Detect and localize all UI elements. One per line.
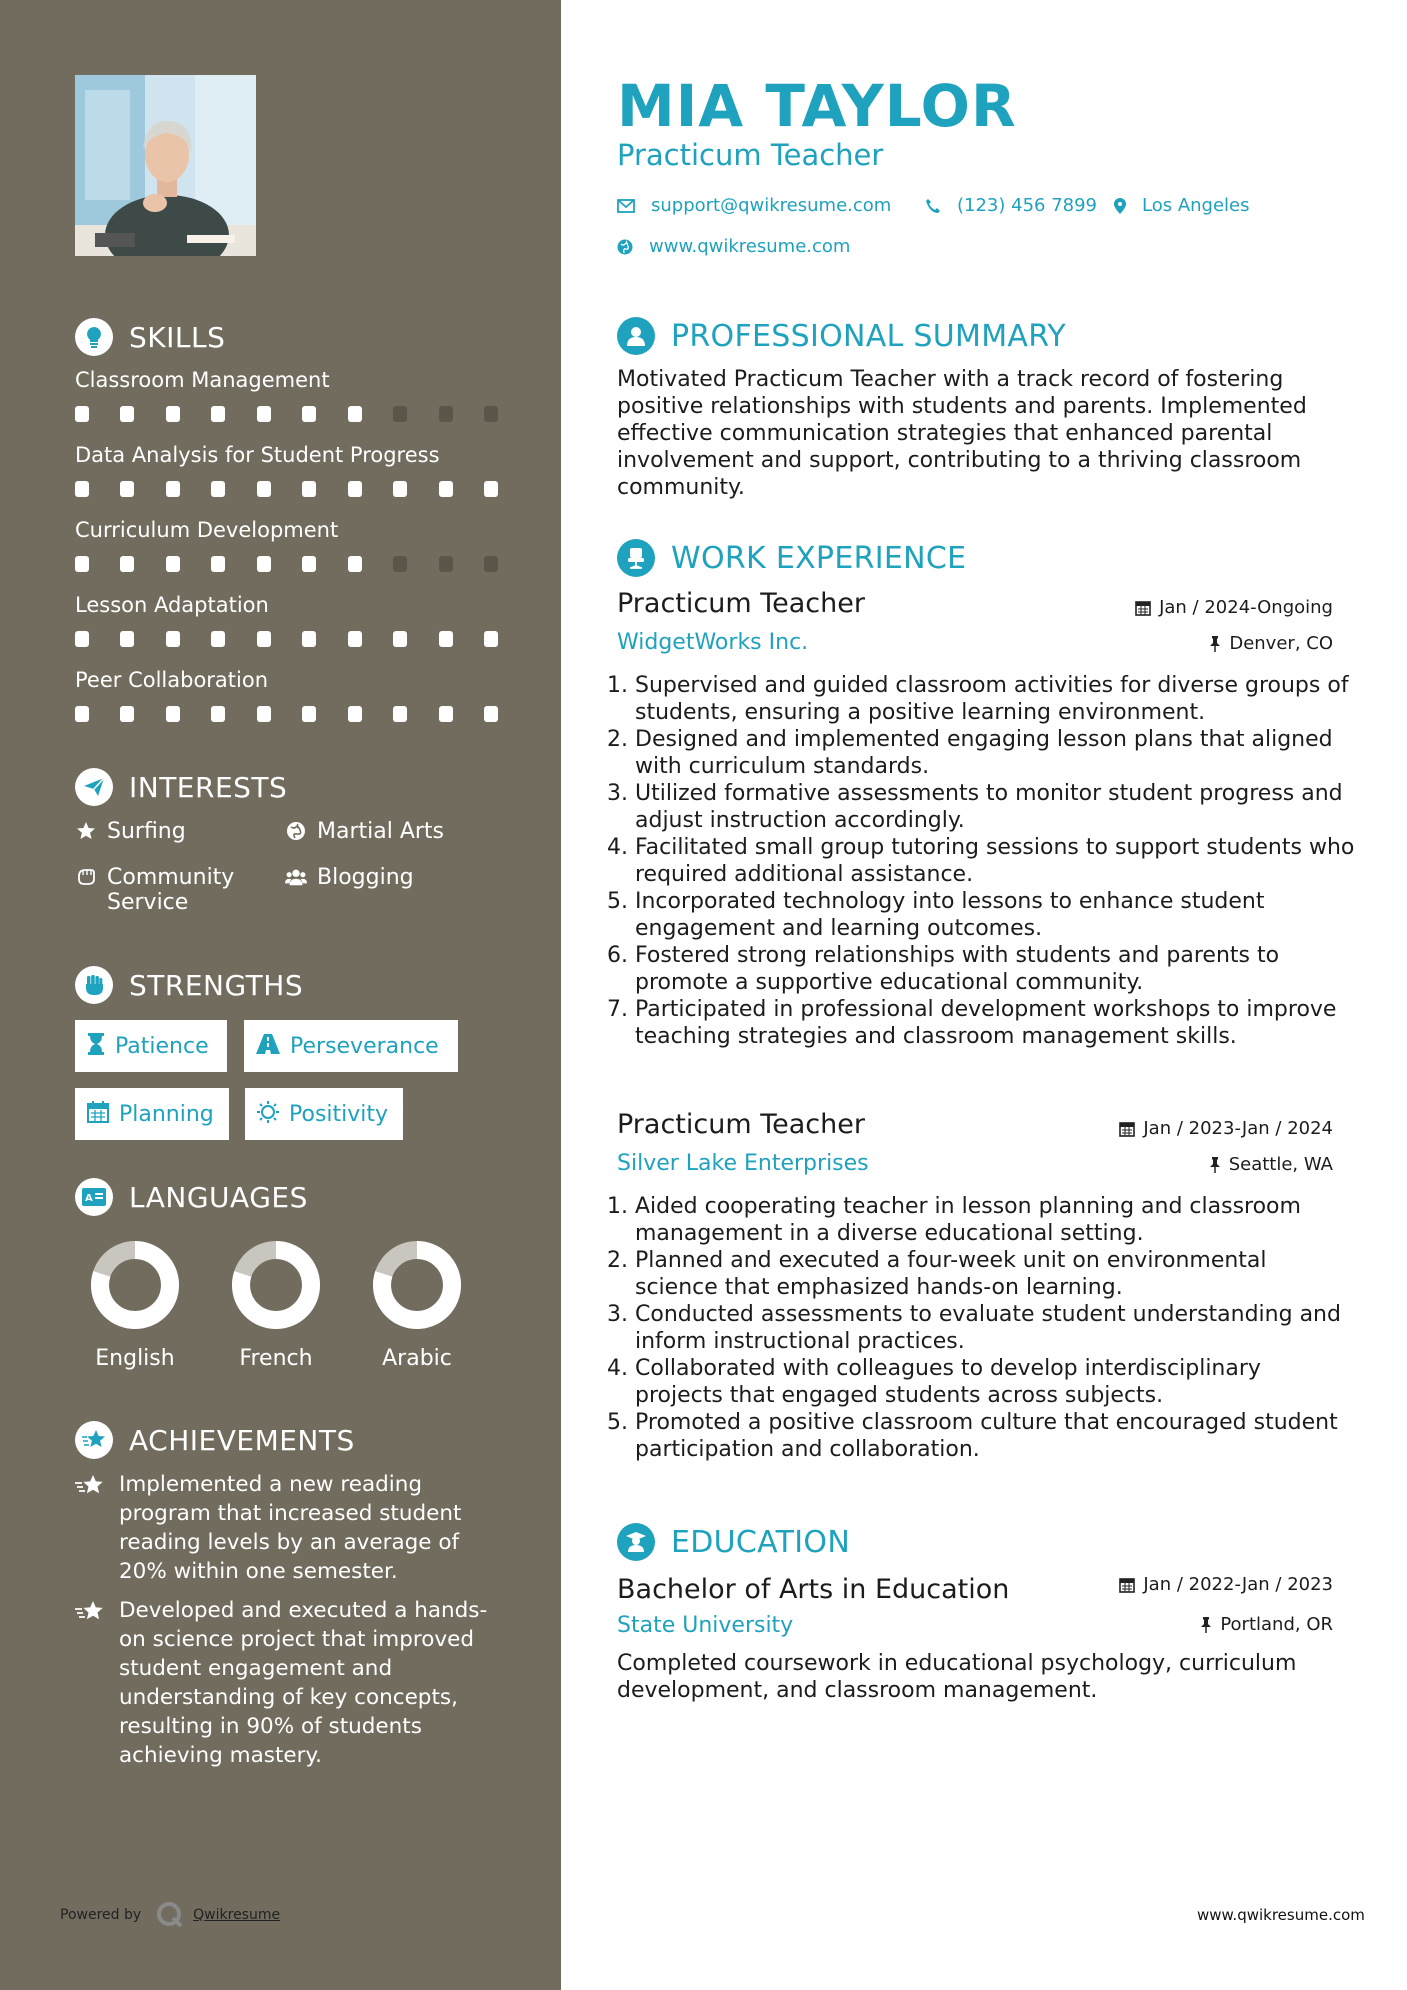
skill-dot xyxy=(75,406,89,422)
calendar-icon xyxy=(1119,1577,1135,1593)
job-bullets xyxy=(617,1193,1355,1463)
users-icon xyxy=(285,865,307,887)
summary-title: PROFESSIONAL SUMMARY xyxy=(671,318,1067,354)
education-text: Completed coursework in educational psychology, curriculum development, and classroom management. xyxy=(617,1651,1297,1703)
languages-title: LANGUAGES xyxy=(129,1180,308,1214)
skill-dot xyxy=(75,481,89,497)
road-icon xyxy=(256,1034,280,1058)
skill-dot xyxy=(348,631,362,647)
strength-chip xyxy=(245,1088,403,1140)
contact-phone[interactable] xyxy=(925,195,1097,216)
hand-icon xyxy=(75,865,97,887)
star-badge-icon xyxy=(75,1421,113,1459)
language-label: English xyxy=(95,1346,175,1371)
skill-dot xyxy=(439,406,453,422)
contact-website[interactable] xyxy=(617,236,850,257)
languages-heading xyxy=(75,1175,308,1219)
powered-by-label: Powered by xyxy=(60,1907,142,1923)
interests-title: INTERESTS xyxy=(129,770,288,804)
skill-dot xyxy=(302,406,316,422)
interest-label: Surfing xyxy=(107,819,186,844)
qwikresume-logo-icon xyxy=(155,1900,185,1930)
contact-email[interactable] xyxy=(617,195,891,216)
skill-dot xyxy=(393,481,407,497)
skill-dot xyxy=(166,706,180,722)
skill-name: Peer Collaboration xyxy=(75,668,269,692)
skill-dot xyxy=(120,406,134,422)
job-company: Silver Lake Enterprises xyxy=(617,1151,869,1176)
pushpin-icon xyxy=(1209,1157,1221,1173)
skill-dot xyxy=(348,556,362,572)
skills-heading xyxy=(75,315,225,359)
qwikresume-link[interactable]: Qwikresume xyxy=(193,1907,281,1923)
skill-dot xyxy=(120,706,134,722)
candidate-role: Practicum Teacher xyxy=(617,138,884,172)
hourglass-icon xyxy=(87,1033,105,1059)
calendar-icon xyxy=(1135,600,1151,616)
calendar-icon xyxy=(1119,1121,1135,1137)
skill-dot xyxy=(166,556,180,572)
skill-dot xyxy=(439,706,453,722)
education-location-text: Portland, OR xyxy=(1220,1614,1333,1635)
skill-dot xyxy=(484,706,498,722)
language-donut xyxy=(231,1240,321,1330)
strength-label: Perseverance xyxy=(290,1033,439,1059)
strengths-heading xyxy=(75,963,303,1007)
fist-icon xyxy=(75,966,113,1004)
job-dates xyxy=(1021,597,1333,618)
interest-item xyxy=(75,865,255,915)
job-bullet: 5. Incorporated technology into lessons to enhance student engagement and learning outcomes. xyxy=(635,888,1355,942)
envelope-icon xyxy=(617,199,635,213)
job-bullet: 6. Fostered strong relationships with students and parents to promote a supportive educational community. xyxy=(635,942,1355,996)
skill-item xyxy=(75,593,498,647)
sidebar xyxy=(0,0,561,1990)
interest-label: Blogging xyxy=(317,865,414,890)
paper-plane-icon xyxy=(75,768,113,806)
skill-dot xyxy=(166,481,180,497)
globe-icon xyxy=(285,819,307,841)
skill-dot xyxy=(439,481,453,497)
pushpin-icon xyxy=(1200,1617,1212,1633)
job-location-text: Denver, CO xyxy=(1229,633,1333,654)
skill-dot xyxy=(257,706,271,722)
education-location xyxy=(1021,1614,1333,1635)
skill-dot xyxy=(211,481,225,497)
job-bullet: 7. Participated in professional development workshops to improve teaching strategies and classroom management skills. xyxy=(635,996,1355,1050)
skill-dot xyxy=(348,481,362,497)
email-text: support@qwikresume.com xyxy=(651,195,892,216)
job-bullet: 3. Conducted assessments to evaluate student understanding and inform instructional practices. xyxy=(635,1301,1355,1355)
education-title: EDUCATION xyxy=(671,1524,851,1560)
job-bullet: 1. Aided cooperating teacher in lesson planning and classroom management in a diverse educational setting. xyxy=(635,1193,1355,1247)
skill-dot xyxy=(393,706,407,722)
skill-dot xyxy=(257,631,271,647)
language-label: French xyxy=(239,1346,313,1371)
skill-dot xyxy=(302,631,316,647)
skill-dot xyxy=(439,556,453,572)
job-bullet: 1. Supervised and guided classroom activities for diverse groups of students, ensuring a positive learning environment. xyxy=(635,672,1355,726)
interest-item xyxy=(75,819,186,844)
interest-item xyxy=(285,865,414,890)
skill-name: Classroom Management xyxy=(75,368,330,392)
skill-dot xyxy=(166,406,180,422)
skill-dot xyxy=(120,481,134,497)
website-text: www.qwikresume.com xyxy=(649,236,851,257)
skill-name: Lesson Adaptation xyxy=(75,593,269,617)
achievement-text: Developed and executed a hands-on science project that improved student engagement and understanding of key concepts, resulting in 90% of students achieving mastery. xyxy=(119,1598,488,1768)
language-label: Arabic xyxy=(382,1346,452,1371)
skill-rating xyxy=(75,706,498,722)
skill-dot xyxy=(484,631,498,647)
skill-dot xyxy=(439,631,453,647)
job-location xyxy=(1021,1154,1333,1175)
location-text: Los Angeles xyxy=(1142,195,1250,216)
job-company: WidgetWorks Inc. xyxy=(617,630,809,655)
skill-dot xyxy=(75,706,89,722)
skill-dot xyxy=(166,631,180,647)
strength-chip xyxy=(75,1020,227,1072)
strength-label: Patience xyxy=(115,1033,209,1059)
strength-chip xyxy=(75,1088,229,1140)
skill-dot xyxy=(302,556,316,572)
experience-heading xyxy=(617,536,966,580)
skill-dot xyxy=(302,706,316,722)
skill-item xyxy=(75,518,498,572)
job-title: Practicum Teacher xyxy=(617,588,865,619)
lightbulb-icon xyxy=(75,318,113,356)
education-dates-text: Jan / 2022-Jan / 2023 xyxy=(1143,1574,1333,1595)
strengths-title: STRENGTHS xyxy=(129,968,304,1002)
map-pin-icon xyxy=(1114,198,1126,214)
skill-dot xyxy=(75,556,89,572)
language-card-icon xyxy=(75,1178,113,1216)
job-bullets xyxy=(617,672,1355,1050)
skill-dot xyxy=(302,481,316,497)
interest-label: Community Service xyxy=(107,865,235,915)
skill-item xyxy=(75,443,498,497)
skill-dot xyxy=(120,631,134,647)
skill-dot xyxy=(393,631,407,647)
skill-name: Data Analysis for Student Progress xyxy=(75,443,440,467)
job-dates xyxy=(961,1118,1333,1139)
sun-icon xyxy=(257,1101,279,1127)
skill-dot xyxy=(393,406,407,422)
education-dates xyxy=(961,1574,1333,1595)
job-bullet: 4. Collaborated with colleagues to develop interdisciplinary projects that engaged students across subjects. xyxy=(635,1355,1355,1409)
skill-dot xyxy=(211,631,225,647)
interest-label: Martial Arts xyxy=(317,819,445,844)
phone-text: (123) 456 7899 xyxy=(957,195,1098,216)
skill-dot xyxy=(75,631,89,647)
chair-icon xyxy=(617,539,655,577)
star-icon xyxy=(75,819,97,841)
job-bullet: 2. Designed and implemented engaging lesson plans that aligned with curriculum standards. xyxy=(635,726,1355,780)
job-bullet: 2. Planned and executed a four-week unit on environmental science that emphasized hands-on learning. xyxy=(635,1247,1355,1301)
job-bullet: 3. Utilized formative assessments to monitor student progress and adjust instruction accordingly. xyxy=(635,780,1355,834)
skill-rating xyxy=(75,481,498,497)
pushpin-icon xyxy=(1209,636,1221,652)
graduate-icon xyxy=(617,1523,655,1561)
education-heading xyxy=(617,1520,850,1564)
job-title: Practicum Teacher xyxy=(617,1109,865,1140)
powered-by xyxy=(60,1900,280,1930)
job-dates-text: Jan / 2024-Ongoing xyxy=(1159,597,1333,618)
calendar-icon xyxy=(87,1101,109,1127)
user-icon xyxy=(617,317,655,355)
contact-location xyxy=(1114,195,1250,216)
summary-text: Motivated Practicum Teacher with a track record of fostering positive relationships with students and parents. Implemented effective communication strategies that enhanced parental involvement and support, contributing to a thriving classroom community. xyxy=(617,367,1307,500)
school-name: State University xyxy=(617,1613,794,1638)
interest-item xyxy=(285,819,444,844)
strength-label: Planning xyxy=(119,1101,214,1127)
skill-rating xyxy=(75,406,498,422)
skills-title: SKILLS xyxy=(129,320,226,354)
language-item xyxy=(221,1240,331,1371)
phone-icon xyxy=(925,198,941,214)
job-bullet: 5. Promoted a positive classroom culture that encouraged student participation and collaboration. xyxy=(635,1409,1355,1463)
skill-dot xyxy=(211,556,225,572)
language-donut xyxy=(90,1240,180,1330)
summary-heading xyxy=(617,314,1066,358)
star-icon xyxy=(75,1470,105,1506)
skill-name: Curriculum Development xyxy=(75,518,339,542)
job-bullet: 4. Facilitated small group tutoring sessions to support students who required additional assistance. xyxy=(635,834,1355,888)
degree-title: Bachelor of Arts in Education xyxy=(617,1574,1010,1605)
skill-dot xyxy=(348,706,362,722)
job-dates-text: Jan / 2023-Jan / 2024 xyxy=(1143,1118,1333,1139)
footer-website[interactable]: www.qwikresume.com xyxy=(1197,1906,1365,1924)
interests-heading xyxy=(75,765,287,809)
language-item xyxy=(80,1240,190,1371)
svg-text:A: A xyxy=(85,1193,93,1204)
language-item xyxy=(362,1240,472,1371)
skill-dot xyxy=(484,481,498,497)
strength-label: Positivity xyxy=(289,1101,389,1127)
star-icon xyxy=(75,1596,105,1632)
globe-icon xyxy=(617,239,633,255)
skill-dot xyxy=(348,406,362,422)
job-location xyxy=(1021,633,1333,654)
skill-dot xyxy=(211,406,225,422)
skill-item xyxy=(75,668,498,722)
experience-title: WORK EXPERIENCE xyxy=(671,540,967,576)
strength-chip xyxy=(244,1020,458,1072)
skill-dot xyxy=(257,481,271,497)
skill-dot xyxy=(484,406,498,422)
main-content xyxy=(561,0,1407,1990)
skill-dot xyxy=(393,556,407,572)
skill-dot xyxy=(484,556,498,572)
achievements-heading xyxy=(75,1418,355,1462)
achievements-title: ACHIEVEMENTS xyxy=(129,1423,355,1457)
skill-item xyxy=(75,368,498,422)
skill-rating xyxy=(75,631,498,647)
job-location-text: Seattle, WA xyxy=(1228,1154,1333,1175)
skill-dot xyxy=(257,556,271,572)
achievement-item xyxy=(75,1596,495,1770)
achievement-text: Implemented a new reading program that increased student reading levels by an average of 20% within one semester. xyxy=(119,1472,462,1584)
skill-dot xyxy=(120,556,134,572)
language-donut xyxy=(372,1240,462,1330)
skill-rating xyxy=(75,556,498,572)
profile-photo xyxy=(75,75,256,256)
skill-dot xyxy=(211,706,225,722)
candidate-name: MIA TAYLOR xyxy=(617,72,1017,140)
achievement-item xyxy=(75,1470,495,1586)
skill-dot xyxy=(257,406,271,422)
